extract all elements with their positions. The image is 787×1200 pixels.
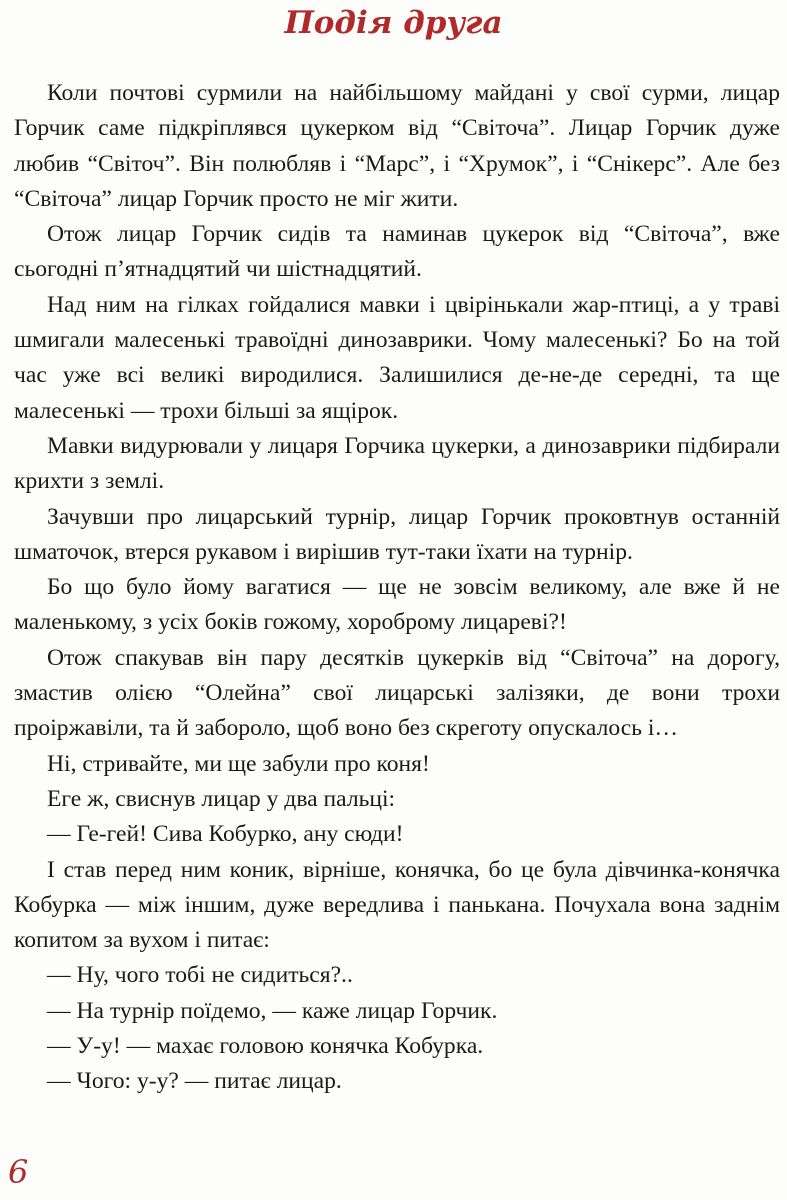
paragraph: Отож спакував він пару десятків цукерків від “Світоча” на дорогу, змастив олією “Олейна” свої лицарські залізяки, де вони трохи проіржавіли, та й заборолo, щоб воно без скреготу опускалось і… [14,644,780,742]
paragraph: Мавки видурювали у лицаря Горчика цукерки, а динозаврики підбирали крихти з землі. [14,432,780,495]
dialogue-line: — На турнір поїдемо, — каже лицар Горчик. [47,997,498,1024]
paragraph: Ні, стривайте, ми ще забули про коня! [47,750,430,777]
paragraph: Коли почтові сурмили на найбільшому майдані у свої сурми, лицар Горчик саме підкріплявся цукерком від “Світоча”. Лицар Горчик дуже любив “Світоч”. Він полюбляв і “Марс”, і “Хрумок”, і “Снікерс”. Але без “Світоча” лицар Горчик просто не міг жити. [14,80,780,212]
paragraph: Бо що було йому вагатися — ще не зовсім великому, але вже й не маленькому, з усіх боків гожому, хороброму лицареві?! [14,574,780,636]
dialogue-line: — Ге-гей! Сива Кобурко, ану сюди! [47,821,404,848]
paragraph: Над ним на гілках гойдалися мавки і цвірінькали жар-птиці, а у траві шмигали малесенькі травоїдні динозаврики. Чому малесенькі? Бо на той час уже всі великі виродилися. Залишилися де-не-де середні, та ще малесенькі — трохи більші за ящірок. [14,291,780,424]
dialogue-line: — Ну, чого тобі не сидиться?.. [47,962,353,989]
page-number: 6 [8,1153,29,1191]
paragraph: Еге ж, свиснув лицар у два пальці: [47,785,396,812]
chapter-text [14,76,780,1100]
chapter-title: Подія друга [284,5,503,41]
paragraph: Отож лицар Горчик сидів та наминав цукерок від “Світоча”, вже сьогодні п’ятнадцятий чи шістнадцятий. [14,221,780,283]
dialogue-line: — У-у! — махає головою конячка Кобурка. [47,1033,484,1060]
paragraph: Зачувши про лицарський турнір, лицар Горчик проковтнув останній шматочок, втерся рукавом і вирішив тут-таки їхати на турнір. [14,503,780,565]
paragraph: І став перед ним коник, вірніше, конячка, бо це була дівчинка-конячка Кобурка — між іншим, дуже вередлива і панькана. Почухала вона заднім копитом за вухом і питає: [14,856,780,954]
dialogue-line: — Чого: у-у? — питає лицар. [47,1068,342,1095]
